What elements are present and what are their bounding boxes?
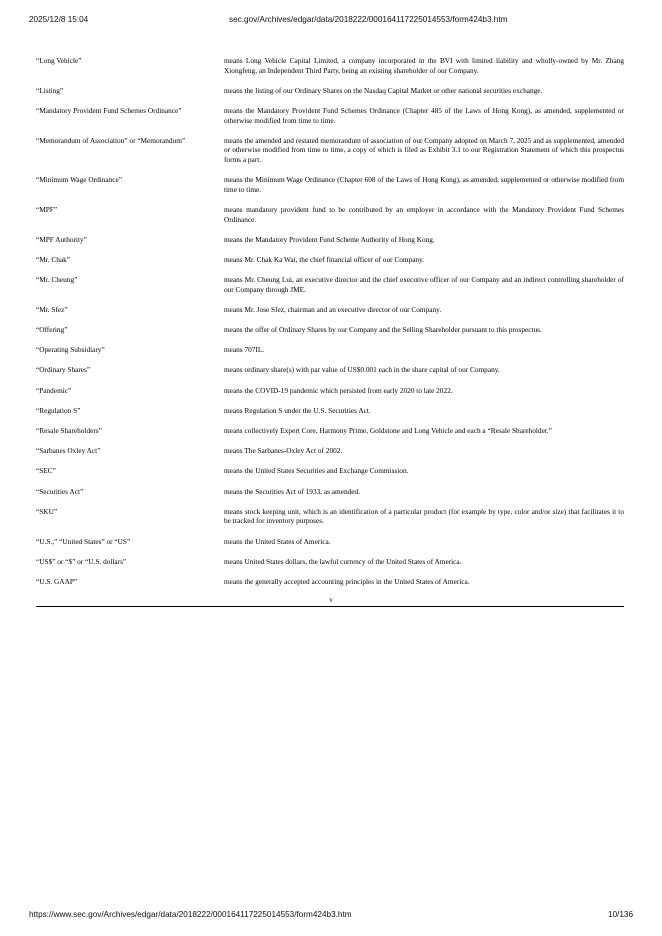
definition-text: means The Sarbanes-Oxley Act of 2002. bbox=[224, 446, 343, 456]
definition-term: “U.S. GAAP” bbox=[36, 576, 78, 586]
definition-term: “Mr. Cheung” bbox=[36, 275, 78, 285]
definition-row bbox=[36, 577, 624, 587]
definition-row bbox=[36, 487, 624, 497]
definition-text: means the COVID-19 pandemic which persisted from early 2020 to late 2022. bbox=[224, 385, 453, 395]
definition-row bbox=[36, 136, 624, 165]
definition-term: “Offering” bbox=[36, 325, 68, 335]
definition-term: “Operating Subsidiary” bbox=[36, 345, 105, 355]
definition-term: “MPF Authority” bbox=[36, 234, 87, 244]
definition-row bbox=[36, 507, 624, 526]
definition-row bbox=[36, 56, 624, 75]
definition-row bbox=[36, 537, 624, 547]
definition-text: means stock keeping unit, which is an identification of a particular product (for example by type, color and/or size) that facilitates it to be tracked for inventory purposes. bbox=[224, 506, 624, 526]
definition-row bbox=[36, 86, 624, 96]
definition-row bbox=[36, 365, 624, 375]
definition-text: means mandatory provident fund to be contributed by an employer in accordance with the Mandatory Provident Fund Schemes Ordinance. bbox=[224, 204, 624, 224]
definition-text: means the listing of our Ordinary Shares on the Nasdaq Capital Market or other national securities exchange. bbox=[224, 85, 543, 95]
definition-row bbox=[36, 305, 624, 315]
definition-term: “Minimum Wage Ordinance” bbox=[36, 175, 123, 185]
definition-term: “Securities Act” bbox=[36, 486, 84, 496]
definition-term: “Mandatory Provident Fund Schemes Ordinance” bbox=[36, 105, 182, 115]
print-header-url: sec.gov/Archives/edgar/data/2018222/000164117225014553/form424b3.htm bbox=[229, 15, 508, 24]
definition-text: means collectively Expert Core, Harmony Prime, Goldstone and Long Vehicle and each a “Resale Shareholder.” bbox=[224, 425, 552, 435]
print-datetime: 2025/12/8 15:04 bbox=[29, 15, 89, 24]
definition-text: means the offer of Ordinary Shares by our Company and the Selling Shareholder pursuant to this prospectus. bbox=[224, 325, 542, 335]
definition-term: “US$” or “$” or “U.S. dollars” bbox=[36, 556, 127, 566]
print-footer-url: https://www.sec.gov/Archives/edgar/data/2018222/000164117225014553/form424b3.htm bbox=[29, 910, 352, 919]
definition-text: means 707IL. bbox=[224, 345, 265, 355]
definition-term: “Memorandum of Association” or “Memorandum” bbox=[36, 135, 186, 145]
definition-row bbox=[36, 386, 624, 396]
page-divider bbox=[36, 606, 624, 607]
definition-text: means the amended and restated memorandum of association of our Company adopted on March 7, 2025 and as supplemented, amended or otherwise modified from time to time, a copy of which is filed as Exhibit 3.1 to our Registration Statement of which this prospectus forms a part. bbox=[224, 135, 624, 164]
definition-text: means Regulation S under the U.S. Securities Act. bbox=[224, 405, 371, 415]
definition-text: means Long Vehicle Capital Limited, a company incorporated in the BVI with limited liability and wholly-owned by Mr. Zhang Xiongfeng, an Independent Third Party, being an existing shareholder of our Company. bbox=[224, 56, 624, 75]
definition-row bbox=[36, 106, 624, 125]
definition-text: means the Securities Act of 1933, as amended. bbox=[224, 486, 360, 496]
definition-term: “Ordinary Shares” bbox=[36, 365, 91, 375]
definition-term: “Sarbanes Oxley Act” bbox=[36, 446, 101, 456]
definition-text: means ordinary share(s) with par value of US$0.001 each in the share capital of our Company. bbox=[224, 365, 500, 375]
definition-row bbox=[36, 345, 624, 355]
definition-term: “SKU” bbox=[36, 506, 58, 516]
definition-text: means the United States Securities and Exchange Commission. bbox=[224, 466, 409, 476]
definition-row bbox=[36, 255, 624, 265]
definition-row bbox=[36, 466, 624, 476]
definition-term: “Mr. Sfez” bbox=[36, 304, 68, 314]
definition-term: “SEC” bbox=[36, 466, 56, 476]
definition-term: “Long Vehicle” bbox=[36, 56, 82, 65]
definition-row bbox=[36, 175, 624, 194]
definition-text: means the Mandatory Provident Fund Schemes Ordinance (Chapter 485 of the Laws of Hong Kong), as amended, supplemented or otherwise modified from time to time. bbox=[224, 105, 624, 125]
definition-term: “Pandemic” bbox=[36, 385, 72, 395]
definition-row bbox=[36, 325, 624, 335]
definition-row bbox=[36, 275, 624, 294]
definition-term: “Mr. Chak” bbox=[36, 254, 71, 264]
definition-term: “MPF” bbox=[36, 204, 58, 214]
definition-row bbox=[36, 557, 624, 567]
print-page-count: 10/136 bbox=[607, 910, 633, 919]
definition-term: “Regulation S” bbox=[36, 405, 81, 415]
page-number-marker: v bbox=[329, 596, 333, 604]
definition-text: means United States dollars, the lawful currency of the United States of America. bbox=[224, 556, 462, 566]
definitions-list bbox=[36, 56, 624, 597]
definition-row bbox=[36, 205, 624, 224]
definition-row bbox=[36, 406, 624, 416]
definition-term: “U.S.,” “United States” or “US” bbox=[36, 536, 131, 546]
definition-row bbox=[36, 426, 624, 436]
definition-row bbox=[36, 446, 624, 456]
definition-text: means the Mandatory Provident Fund Scheme Authority of Hong Kong. bbox=[224, 234, 435, 244]
definition-term: “Listing” bbox=[36, 85, 64, 95]
definition-term: “Resale Shareholders” bbox=[36, 425, 102, 435]
definition-text: means the Minimum Wage Ordinance (Chapter 608 of the Laws of Hong Kong), as amended, supplemented or otherwise modified from time to time. bbox=[224, 175, 624, 194]
definition-text: means Mr. Chak Ka Wai, the chief financial officer of our Company. bbox=[224, 254, 425, 264]
definition-text: means the United States of America. bbox=[224, 536, 331, 546]
definition-text: means Mr. Jose Sfez, chairman and an executive director of our Company. bbox=[224, 304, 442, 314]
definition-text: means Mr. Cheung Lui, an executive director and the chief executive officer of our Company and an indirect controlling shareholder of our Company through JME. bbox=[224, 275, 624, 294]
definition-text: means the generally accepted accounting principles in the United States of America. bbox=[224, 576, 470, 586]
definition-row bbox=[36, 235, 624, 245]
